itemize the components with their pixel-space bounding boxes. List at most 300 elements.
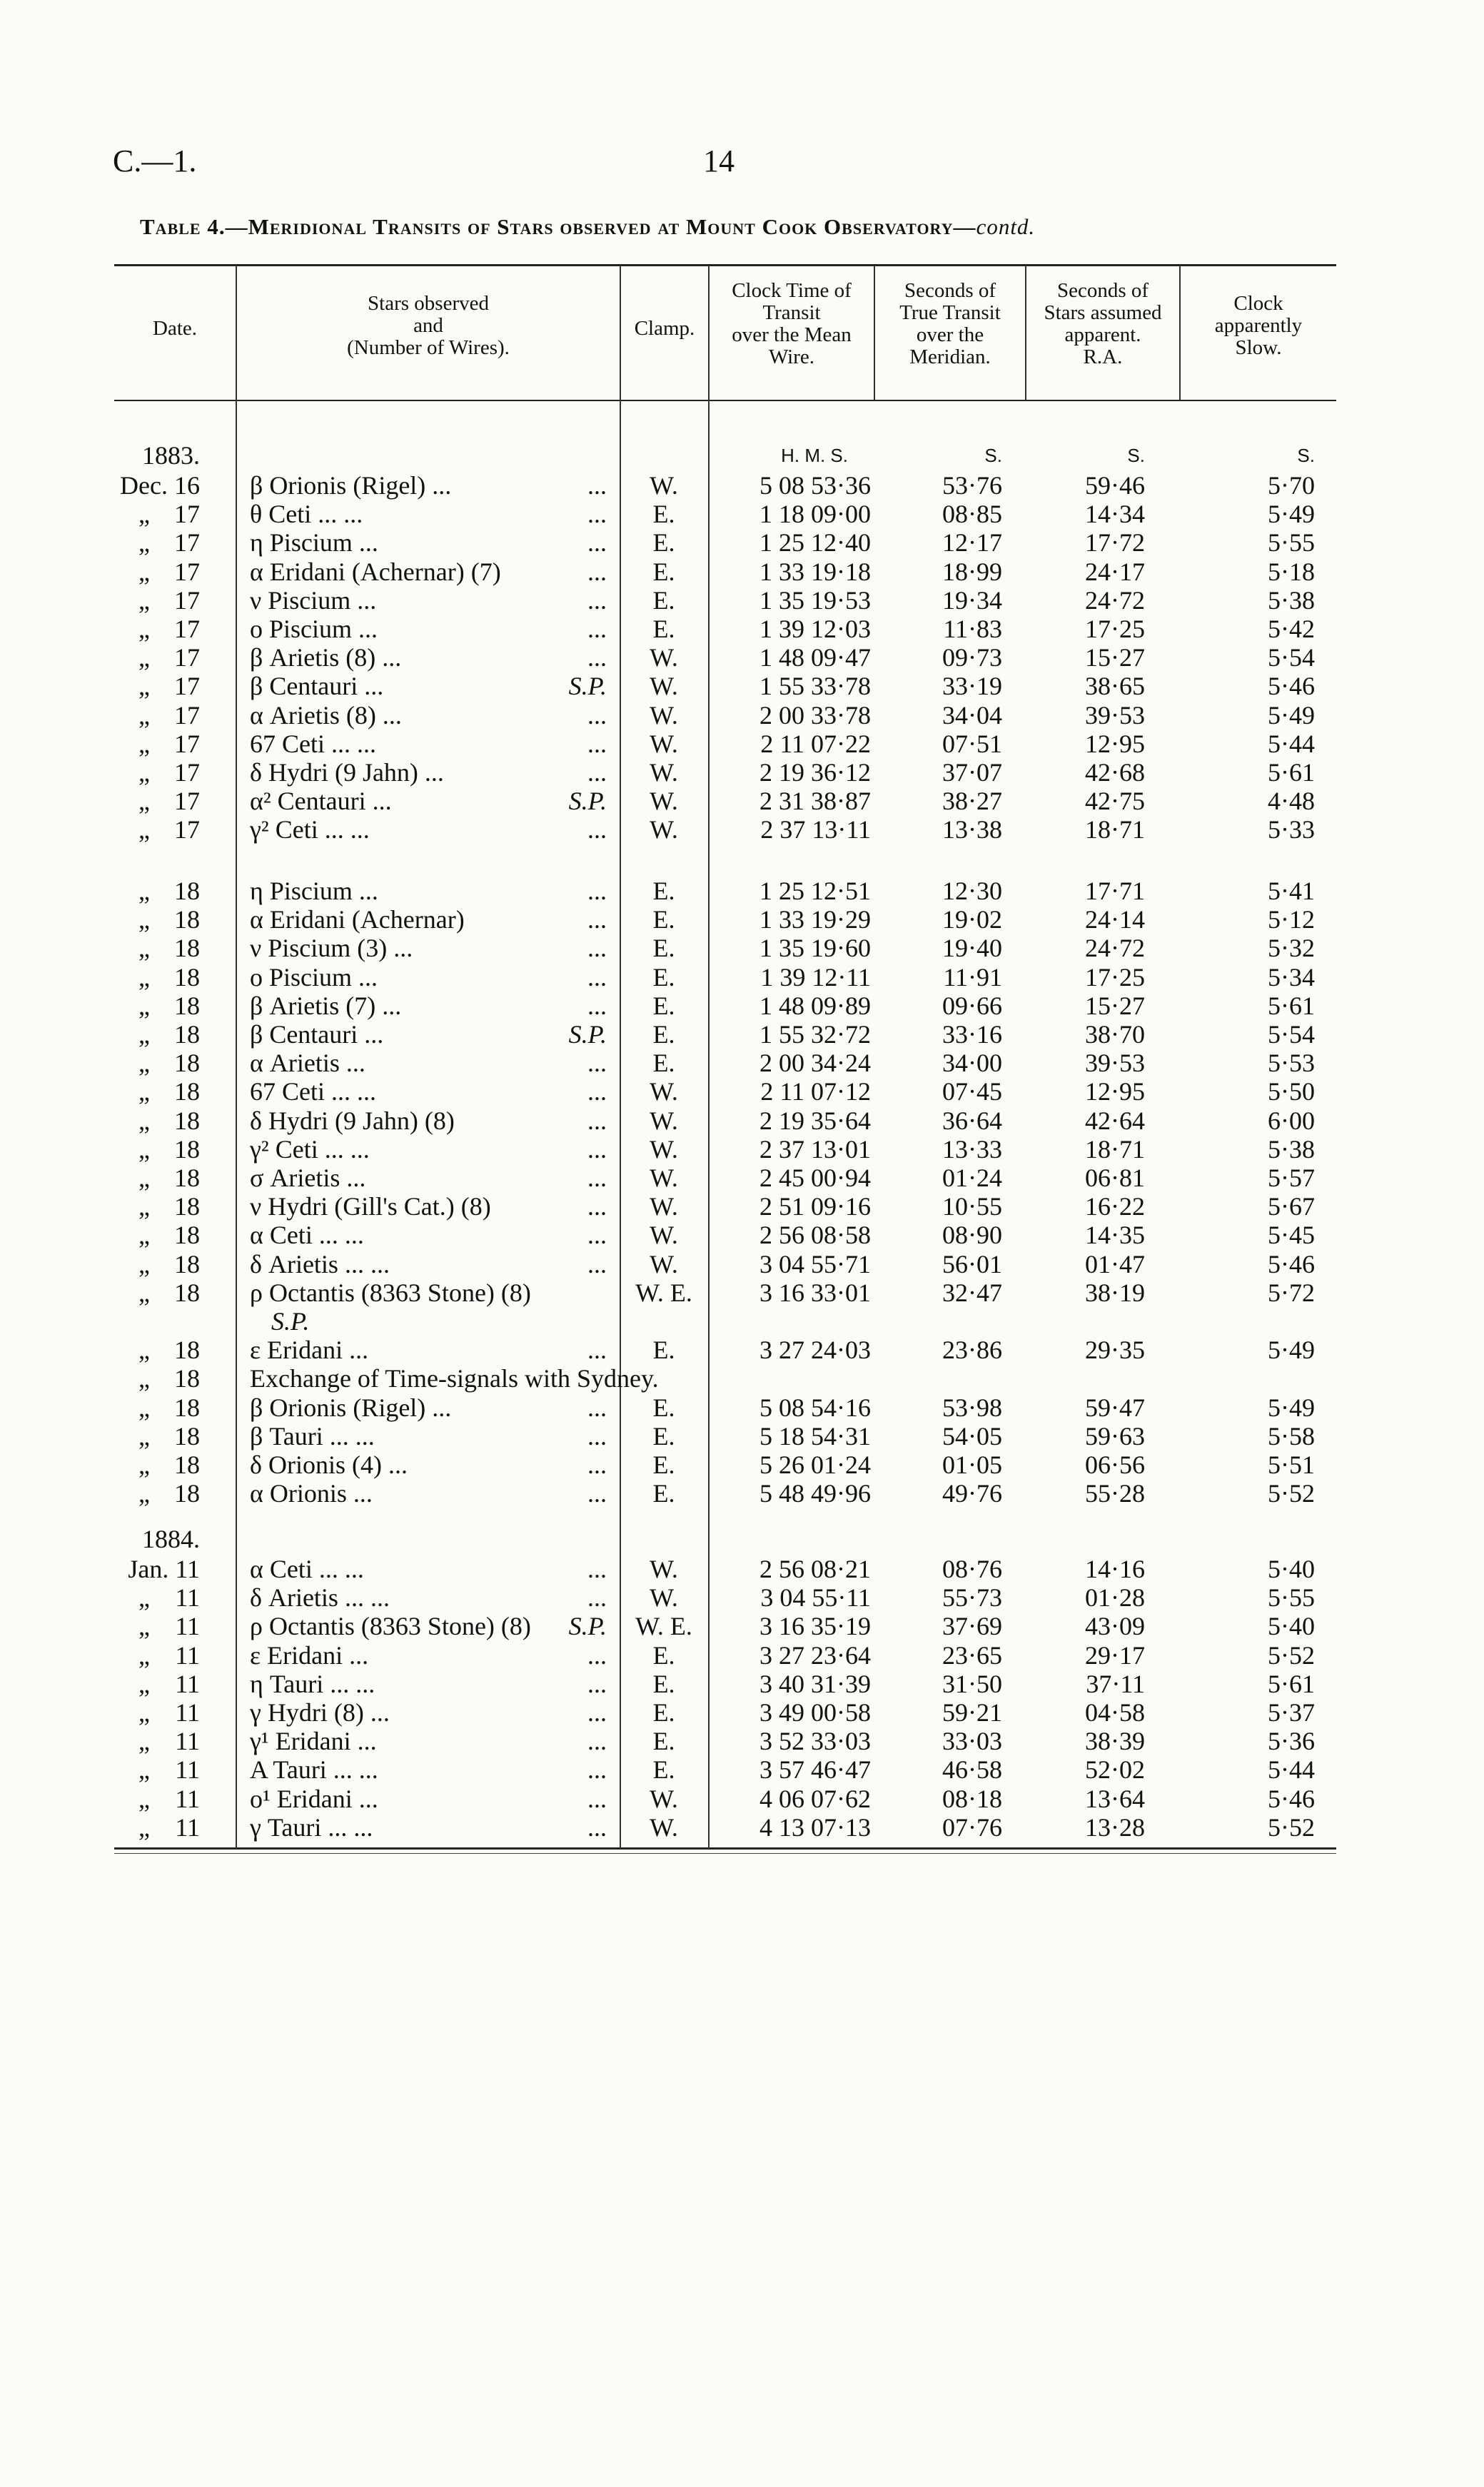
star-name: ν Piscium ... xyxy=(250,585,377,615)
date-cell: 17 xyxy=(174,729,200,758)
header-clamp: Clamp. xyxy=(634,317,695,340)
clock-time-cell: 1 48 09·89 xyxy=(759,991,871,1020)
star-name: η Piscium ... xyxy=(250,528,378,558)
assumed-ra-cell: 12·95 xyxy=(1085,729,1145,758)
ditto-mark: „ xyxy=(138,585,150,615)
ditto-mark: „ xyxy=(138,1077,150,1106)
true-transit-cell: 10·55 xyxy=(942,1192,1002,1221)
ditto-mark: „ xyxy=(138,1479,150,1508)
assumed-ra-cell: 37·11 xyxy=(1086,1669,1145,1698)
leader-dots: ... xyxy=(587,585,607,615)
assumed-ra-cell: 59·63 xyxy=(1085,1421,1145,1451)
assumed-ra-cell: 01·47 xyxy=(1085,1249,1145,1278)
true-transit-cell: 01·24 xyxy=(942,1164,1002,1192)
star-name: β Orionis (Rigel) ... xyxy=(250,471,452,500)
assumed-ra-cell: 14·35 xyxy=(1085,1221,1145,1250)
assumed-ra-cell: 39·53 xyxy=(1085,1049,1145,1078)
clock-time-cell: 5 08 54·16 xyxy=(759,1393,871,1422)
clamp-cell: W. xyxy=(650,643,678,672)
star-name: β Arietis (8) ... xyxy=(250,643,402,672)
star-name: δ Orionis (4) ... xyxy=(250,1451,408,1479)
ditto-mark: „ xyxy=(138,877,150,905)
time-units: H. M. S. xyxy=(781,445,848,466)
assumed-ra-cell: 12·95 xyxy=(1085,1077,1145,1106)
header-clock-slow: Clock apparently Slow. xyxy=(1214,292,1303,359)
star-name: γ Hydri (8) ... xyxy=(250,1698,390,1727)
clock-time-cell: 1 33 19·18 xyxy=(759,557,871,586)
assumed-ra-cell: 59·46 xyxy=(1085,471,1145,500)
date-cell: 17 xyxy=(174,700,200,730)
ditto-mark: „ xyxy=(138,962,150,992)
ditto-mark: „ xyxy=(138,700,150,730)
assumed-ra-cell: 18·71 xyxy=(1085,1134,1145,1164)
ditto-mark: „ xyxy=(138,557,150,586)
assumed-ra-cell: 39·53 xyxy=(1085,700,1145,730)
table-row xyxy=(0,1670,1484,1698)
assumed-ra-cell: 17·25 xyxy=(1085,962,1145,992)
date-cell: 18 xyxy=(174,1336,200,1365)
star-name: ρ Octantis (8363 Stone) (8) xyxy=(250,1278,531,1307)
date-cell: 17 xyxy=(174,585,200,615)
date-cell: 18 xyxy=(174,905,200,934)
star-name: β Arietis (7) ... xyxy=(250,991,402,1020)
date-cell: 18 xyxy=(174,1106,200,1135)
slow-units: S. xyxy=(1297,445,1315,466)
table-row xyxy=(0,1221,1484,1249)
star-name: δ Hydri (9 Jahn) ... xyxy=(250,758,444,787)
true-transit-cell: 07·51 xyxy=(942,729,1002,758)
table-row xyxy=(0,905,1484,934)
ditto-mark: „ xyxy=(138,1192,150,1221)
table-row xyxy=(0,672,1484,700)
clock-time-cell: 2 11 07·22 xyxy=(760,729,871,758)
table-row xyxy=(0,1813,1484,1842)
clock-slow-cell: 5·67 xyxy=(1268,1192,1315,1221)
clock-slow-cell: 5·51 xyxy=(1268,1451,1315,1479)
units-row xyxy=(0,441,1484,470)
clock-time-cell: 1 35 19·53 xyxy=(759,585,871,615)
clock-slow-cell: 5·49 xyxy=(1268,700,1315,730)
true-transit-cell: 46·58 xyxy=(942,1755,1002,1785)
true-transit-cell: 08·76 xyxy=(942,1555,1002,1583)
table-row xyxy=(0,701,1484,730)
table-row xyxy=(0,1192,1484,1221)
clock-slow-cell: 5·49 xyxy=(1268,1336,1315,1365)
clock-time-cell: 3 27 23·64 xyxy=(759,1640,871,1670)
sp-marker: S.P. xyxy=(568,787,607,816)
clock-slow-cell: 5·33 xyxy=(1268,815,1315,844)
clamp-cell: E. xyxy=(652,934,675,963)
clamp-cell: W. xyxy=(650,815,678,844)
clock-time-cell: 1 25 12·51 xyxy=(759,877,871,905)
clock-slow-cell: 5·50 xyxy=(1268,1077,1315,1106)
clamp-cell: E. xyxy=(652,1020,675,1049)
clamp-cell: W. xyxy=(650,1164,678,1192)
date-cell: 18 xyxy=(174,934,200,963)
clock-slow-cell: 5·44 xyxy=(1268,1755,1315,1785)
true-transit-cell: 13·33 xyxy=(942,1134,1002,1164)
clamp-cell: E. xyxy=(652,615,675,643)
leader-dots: ... xyxy=(587,815,607,844)
date-cell: 11 xyxy=(175,1612,200,1641)
clamp-cell: W. xyxy=(650,1249,678,1278)
leader-dots: ... xyxy=(587,1336,607,1365)
table-title-suffix: contd. xyxy=(976,214,1036,239)
clamp-cell: W. xyxy=(650,1583,678,1613)
clamp-cell: W. xyxy=(650,1555,678,1583)
true-transit-cell: 11·91 xyxy=(943,962,1002,992)
clock-time-cell: 3 57 46·47 xyxy=(759,1755,871,1785)
star-name: ρ Octantis (8363 Stone) (8) xyxy=(250,1612,531,1641)
ditto-mark: „ xyxy=(138,643,150,672)
leader-dots: ... xyxy=(587,1077,607,1106)
leader-dots: ... xyxy=(587,905,607,934)
clamp-cell: W. xyxy=(650,1192,678,1221)
date-cell: Jan. 11 xyxy=(128,1555,200,1583)
star-name: β Tauri ... ... xyxy=(250,1421,375,1451)
clock-time-cell: 5 26 01·24 xyxy=(759,1451,871,1479)
clock-slow-cell: 5·12 xyxy=(1268,905,1315,934)
star-name: ε Eridani ... xyxy=(250,1336,369,1365)
date-cell: 18 xyxy=(174,1451,200,1479)
clamp-cell: E. xyxy=(652,557,675,586)
table-row xyxy=(0,877,1484,905)
bottom-rule-second xyxy=(114,1853,1336,1854)
true-units: S. xyxy=(984,445,1002,466)
ditto-mark: „ xyxy=(138,815,150,844)
true-transit-cell: 23·65 xyxy=(942,1640,1002,1670)
clock-time-cell: 4 06 07·62 xyxy=(759,1784,871,1813)
ditto-mark: „ xyxy=(138,991,150,1020)
table-row xyxy=(0,1641,1484,1670)
true-transit-cell: 34·04 xyxy=(942,700,1002,730)
true-transit-cell: 09·73 xyxy=(942,643,1002,672)
clamp-cell: E. xyxy=(652,1640,675,1670)
assumed-ra-cell: 06·81 xyxy=(1085,1164,1145,1192)
date-cell: 11 xyxy=(175,1727,200,1756)
clamp-cell: E. xyxy=(652,1393,675,1422)
clock-slow-cell: 5·32 xyxy=(1268,934,1315,963)
clock-slow-cell: 5·37 xyxy=(1268,1698,1315,1727)
assumed-ra-cell: 16·22 xyxy=(1085,1192,1145,1221)
true-transit-cell: 12·30 xyxy=(942,877,1002,905)
date-cell: 18 xyxy=(174,1221,200,1250)
table-row xyxy=(0,1583,1484,1612)
star-name: β Centauri ... xyxy=(250,672,384,701)
page-header-left: C.—1. xyxy=(113,143,197,178)
clock-slow-cell: 5·18 xyxy=(1268,557,1315,586)
leader-dots: ... xyxy=(587,1479,607,1508)
sp-marker: S.P. xyxy=(568,672,607,701)
clock-slow-cell: 5·52 xyxy=(1268,1479,1315,1508)
true-transit-cell: 56·01 xyxy=(942,1249,1002,1278)
clock-time-cell: 5 08 53·36 xyxy=(759,471,871,500)
leader-dots: ... xyxy=(587,643,607,672)
ditto-mark: „ xyxy=(138,1755,150,1785)
table-row xyxy=(0,1278,1484,1307)
leader-dots: ... xyxy=(587,1451,607,1479)
clock-slow-cell: 5·38 xyxy=(1268,585,1315,615)
clamp-cell: W. xyxy=(650,700,678,730)
clamp-cell: W. xyxy=(650,1077,678,1106)
leader-dots: ... xyxy=(587,1421,607,1451)
assumed-ra-cell: 38·39 xyxy=(1085,1727,1145,1756)
true-transit-cell: 37·07 xyxy=(942,758,1002,787)
table-row xyxy=(0,1698,1484,1727)
true-transit-cell: 59·21 xyxy=(942,1698,1002,1727)
clock-time-cell: 2 00 34·24 xyxy=(759,1049,871,1078)
ditto-mark: „ xyxy=(138,1106,150,1135)
date-cell: 11 xyxy=(175,1669,200,1698)
clamp-cell: E. xyxy=(652,991,675,1020)
date-cell: 18 xyxy=(174,1049,200,1078)
clock-time-cell: 5 48 49·96 xyxy=(759,1479,871,1508)
assumed-ra-cell: 38·19 xyxy=(1085,1278,1145,1307)
table-row xyxy=(0,1307,1484,1336)
clamp-cell: E. xyxy=(652,877,675,905)
ditto-mark: „ xyxy=(138,1393,150,1422)
date-cell: 18 xyxy=(174,1393,200,1422)
ditto-mark: „ xyxy=(138,1612,150,1641)
clamp-cell: W. xyxy=(650,758,678,787)
clamp-cell: E. xyxy=(652,1336,675,1365)
star-name: α Eridani (Achernar) xyxy=(250,905,465,934)
clamp-cell: W. E. xyxy=(635,1278,692,1307)
assumed-ra-cell: 38·70 xyxy=(1085,1020,1145,1049)
ditto-mark: „ xyxy=(138,1784,150,1813)
clock-slow-cell: 5·55 xyxy=(1268,1583,1315,1613)
ditto-mark: „ xyxy=(138,1049,150,1078)
date-cell: 18 xyxy=(174,877,200,905)
table-row xyxy=(0,615,1484,643)
leader-dots: ... xyxy=(587,1755,607,1785)
clamp-cell: E. xyxy=(652,1698,675,1727)
assumed-ra-cell: 24·17 xyxy=(1085,557,1145,586)
table-row xyxy=(0,1077,1484,1106)
star-name: δ Arietis ... ... xyxy=(250,1249,390,1278)
clock-time-cell: 2 00 33·78 xyxy=(759,700,871,730)
clock-time-cell: 1 33 19·29 xyxy=(759,905,871,934)
star-name: γ¹ Eridani ... xyxy=(250,1727,377,1756)
leader-dots: ... xyxy=(587,934,607,963)
clock-time-cell: 2 37 13·11 xyxy=(760,815,871,844)
table-row xyxy=(0,963,1484,992)
table-row xyxy=(0,1364,1484,1393)
leader-dots: ... xyxy=(587,500,607,529)
clamp-cell: E. xyxy=(652,1727,675,1756)
true-transit-cell: 54·05 xyxy=(942,1421,1002,1451)
ditto-mark: „ xyxy=(138,1727,150,1756)
table-row xyxy=(0,1479,1484,1508)
true-transit-cell: 08·18 xyxy=(942,1784,1002,1813)
header-true-transit: Seconds of True Transit over the Meridian. xyxy=(899,279,1001,368)
leader-dots: ... xyxy=(587,877,607,905)
table-row xyxy=(0,1727,1484,1755)
clamp-cell: W. E. xyxy=(635,1612,692,1641)
true-transit-cell: 53·76 xyxy=(942,471,1002,500)
clock-slow-cell: 5·42 xyxy=(1268,615,1315,643)
date-cell: 18 xyxy=(174,991,200,1020)
assumed-ra-cell: 14·34 xyxy=(1085,500,1145,529)
assumed-ra-cell: 04·58 xyxy=(1085,1698,1145,1727)
true-transit-cell: 19·40 xyxy=(942,934,1002,963)
assumed-ra-cell: 24·72 xyxy=(1085,934,1145,963)
clamp-cell: E. xyxy=(652,528,675,558)
true-transit-cell: 34·00 xyxy=(942,1049,1002,1078)
clock-slow-cell: 5·61 xyxy=(1268,1669,1315,1698)
star-name: Exchange of Time-signals with Sydney. xyxy=(250,1364,659,1393)
star-name: α Orionis ... xyxy=(250,1479,373,1508)
leader-dots: ... xyxy=(587,1698,607,1727)
date-cell: 18 xyxy=(174,1421,200,1451)
leader-dots: ... xyxy=(587,1249,607,1278)
date-cell: 18 xyxy=(174,1020,200,1049)
true-transit-cell: 49·76 xyxy=(942,1479,1002,1508)
star-name: β Orionis (Rigel) ... xyxy=(250,1393,452,1422)
star-name: γ Tauri ... ... xyxy=(250,1812,373,1842)
table-row xyxy=(0,1250,1484,1278)
assumed-ra-cell: 14·16 xyxy=(1085,1555,1145,1583)
clock-time-cell: 1 55 33·78 xyxy=(759,672,871,701)
star-name: α Ceti ... ... xyxy=(250,1555,364,1583)
leader-dots: ... xyxy=(587,758,607,787)
table-row xyxy=(0,992,1484,1020)
ditto-mark: „ xyxy=(138,1364,150,1393)
assumed-ra-cell: 24·72 xyxy=(1085,585,1145,615)
clock-time-cell: 3 04 55·11 xyxy=(760,1583,871,1613)
leader-dots: ... xyxy=(587,1134,607,1164)
ditto-mark: „ xyxy=(138,528,150,558)
clamp-cell: E. xyxy=(652,585,675,615)
leader-dots: ... xyxy=(587,1164,607,1192)
star-name: S.P. xyxy=(271,1307,310,1336)
leader-dots: ... xyxy=(587,1555,607,1583)
true-transit-cell: 01·05 xyxy=(942,1451,1002,1479)
leader-dots: ... xyxy=(587,1393,607,1422)
star-name: γ² Ceti ... ... xyxy=(250,815,370,844)
clamp-cell: E. xyxy=(652,1755,675,1785)
clamp-cell: W. xyxy=(650,1134,678,1164)
assumed-ra-cell: 17·25 xyxy=(1085,615,1145,643)
ditto-mark: „ xyxy=(138,1134,150,1164)
clock-time-cell: 1 39 12·11 xyxy=(760,962,871,992)
clock-time-cell: 2 31 38·87 xyxy=(759,787,871,816)
true-transit-cell: 31·50 xyxy=(942,1669,1002,1698)
table-title-text: —Meridional Transits of Stars observed at Mount Cook Observatory— xyxy=(225,214,976,239)
star-name: γ² Ceti ... ... xyxy=(250,1134,370,1164)
clock-slow-cell: 5·72 xyxy=(1268,1278,1315,1307)
star-name: ν Piscium (3) ... xyxy=(250,934,413,963)
assumed-ra-cell: 55·28 xyxy=(1085,1479,1145,1508)
year-label: 1883. xyxy=(142,441,200,470)
clock-slow-cell: 6·00 xyxy=(1268,1106,1315,1135)
clock-time-cell: 3 52 33·03 xyxy=(759,1727,871,1756)
true-transit-cell: 08·85 xyxy=(942,500,1002,529)
clock-slow-cell: 5·34 xyxy=(1268,962,1315,992)
table-row xyxy=(0,1020,1484,1049)
assumed-ra-cell: 29·35 xyxy=(1085,1336,1145,1365)
date-cell: 17 xyxy=(174,643,200,672)
star-name: α Eridani (Achernar) (7) xyxy=(250,557,501,586)
true-transit-cell: 33·03 xyxy=(942,1727,1002,1756)
star-name: θ Ceti ... ... xyxy=(250,500,363,529)
star-name: η Tauri ... ... xyxy=(250,1669,375,1698)
assumed-ra-cell: 15·27 xyxy=(1085,991,1145,1020)
clock-time-cell: 3 49 00·58 xyxy=(759,1698,871,1727)
sp-marker: S.P. xyxy=(568,1020,607,1049)
star-name: 67 Ceti ... ... xyxy=(250,729,376,758)
clock-time-cell: 2 45 00·94 xyxy=(759,1164,871,1192)
star-name: η Piscium ... xyxy=(250,877,378,905)
clock-slow-cell: 5·40 xyxy=(1268,1555,1315,1583)
assumed-ra-cell: 52·02 xyxy=(1085,1755,1145,1785)
ditto-mark: „ xyxy=(138,1020,150,1049)
table-row xyxy=(0,934,1484,962)
leader-dots: ... xyxy=(587,1727,607,1756)
ditto-mark: „ xyxy=(138,1583,150,1613)
clock-slow-cell: 5·55 xyxy=(1268,528,1315,558)
date-cell: Dec. 16 xyxy=(120,471,200,500)
date-cell: 17 xyxy=(174,672,200,701)
clamp-cell: E. xyxy=(652,1479,675,1508)
date-cell: 17 xyxy=(174,500,200,529)
clock-time-cell: 3 04 55·71 xyxy=(759,1249,871,1278)
star-name: δ Arietis ... ... xyxy=(250,1583,390,1613)
ditto-mark: „ xyxy=(138,934,150,963)
clock-time-cell: 3 27 24·03 xyxy=(759,1336,871,1365)
clamp-cell: E. xyxy=(652,1421,675,1451)
clock-slow-cell: 5·46 xyxy=(1268,672,1315,701)
clamp-cell: E. xyxy=(652,962,675,992)
header-assumed-ra: Seconds of Stars assumed apparent. R.A. xyxy=(1044,279,1162,368)
clock-time-cell: 1 55 32·72 xyxy=(759,1020,871,1049)
ditto-mark: „ xyxy=(138,1698,150,1727)
assumed-ra-cell: 01·28 xyxy=(1085,1583,1145,1613)
clock-slow-cell: 5·44 xyxy=(1268,729,1315,758)
true-transit-cell: 53·98 xyxy=(942,1393,1002,1422)
leader-dots: ... xyxy=(587,471,607,500)
clamp-cell: E. xyxy=(652,1451,675,1479)
true-transit-cell: 13·38 xyxy=(942,815,1002,844)
year-label: 1884. xyxy=(142,1525,200,1553)
table-row xyxy=(0,1164,1484,1192)
clock-slow-cell: 5·46 xyxy=(1268,1784,1315,1813)
leader-dots: ... xyxy=(587,1784,607,1813)
table-row xyxy=(0,1451,1484,1479)
date-cell: 11 xyxy=(175,1698,200,1727)
assumed-ra-cell: 18·71 xyxy=(1085,815,1145,844)
leader-dots: ... xyxy=(587,615,607,643)
true-transit-cell: 12·17 xyxy=(942,528,1002,558)
date-cell: 17 xyxy=(174,815,200,844)
assumed-units: S. xyxy=(1127,445,1145,466)
ditto-mark: „ xyxy=(138,1812,150,1842)
table-row xyxy=(0,1106,1484,1135)
bottom-rule xyxy=(114,1847,1336,1850)
date-cell: 18 xyxy=(174,1278,200,1307)
assumed-ra-cell: 15·27 xyxy=(1085,643,1145,672)
ditto-mark: „ xyxy=(138,1451,150,1479)
header-date: Date. xyxy=(153,317,197,340)
table-row xyxy=(0,1755,1484,1784)
table-row xyxy=(0,558,1484,586)
true-transit-cell: 18·99 xyxy=(942,557,1002,586)
date-cell: 18 xyxy=(174,1134,200,1164)
date-cell: 18 xyxy=(174,1164,200,1192)
true-transit-cell: 07·76 xyxy=(942,1812,1002,1842)
clock-time-cell: 2 19 36·12 xyxy=(759,758,871,787)
ditto-mark: „ xyxy=(138,1221,150,1250)
